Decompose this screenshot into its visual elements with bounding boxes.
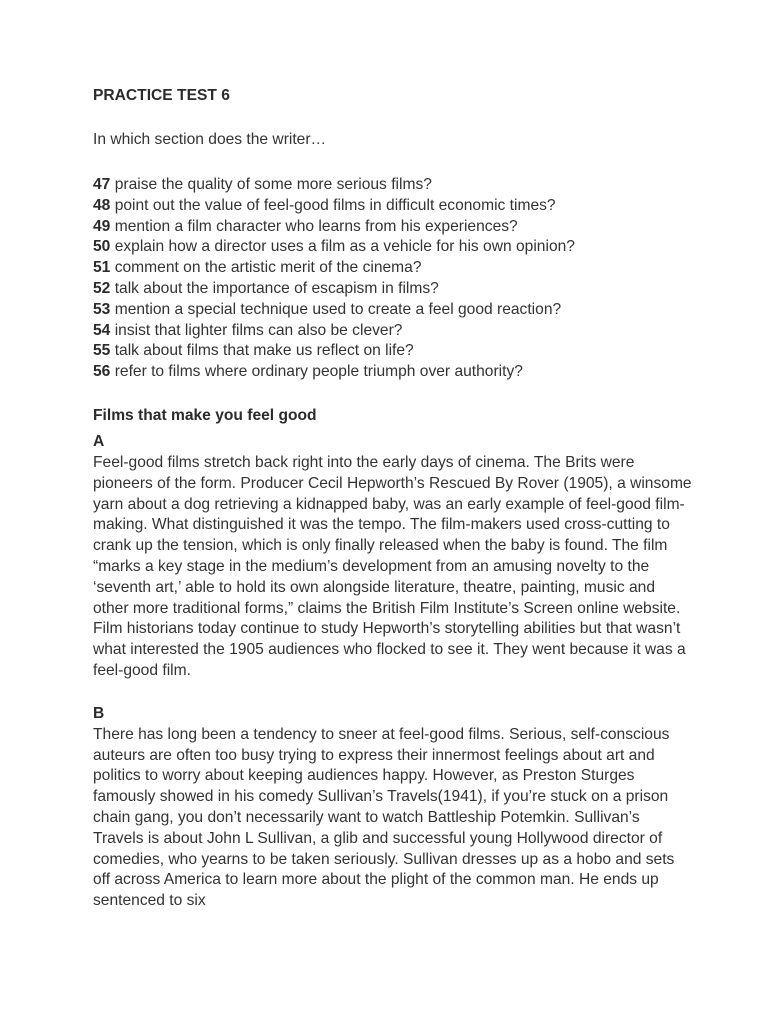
- section-letter-a: A: [93, 432, 105, 450]
- question-text: refer to films where ordinary people triumph over authority?: [114, 363, 523, 381]
- question-number: 47: [93, 176, 111, 193]
- question-number: 55: [93, 342, 111, 360]
- question-item: [93, 341, 693, 362]
- question-item: [93, 321, 693, 342]
- question-text: explain how a director uses a film as a vehicle for his own opinion?: [114, 238, 575, 256]
- section-text-a: Feel-good films stretch back right into the early days of cinema. The Brits were pioneers of the form. Producer Cecil Hepworth’s Rescued By Rover (1905), a winsome yarn about a dog retrieving a kidnapped baby, was an early example of feel-good film-making. What distinguished it was the tempo. The film-makers used cross-cutting to crank up the tension, which is only finally released when the baby is found. The film “marks a key stage in the medium’s development from an amusing novelty to the ‘seventh art,’ able to hold its own alongside literature, theatre, painting, music and other more traditional forms,” claims the British Film Institute’s Screen online website. Film historians today continue to study Hepworth’s storytelling abilities but that wasn’t what interested the 1905 audiences who flocked to see it. They went because it was a feel-good film.: [93, 453, 692, 679]
- question-number: 51: [93, 259, 111, 277]
- question-item: [93, 217, 693, 238]
- question-number: 56: [93, 363, 111, 381]
- question-item: [93, 196, 693, 217]
- question-item: [93, 362, 693, 383]
- document-page: [93, 86, 693, 912]
- question-text: mention a special technique used to create a feel good reaction?: [114, 300, 562, 318]
- question-number: 48: [93, 196, 111, 214]
- question-text: talk about films that make us reflect on life?: [114, 342, 414, 360]
- question-number: 52: [93, 279, 111, 297]
- question-text: comment on the artistic merit of the cinema?: [114, 259, 422, 277]
- question-text: talk about the importance of escapism in films?: [114, 279, 439, 297]
- question-number: 54: [93, 321, 111, 339]
- question-list: [93, 175, 693, 383]
- question-text: insist that lighter films can also be clever?: [114, 321, 403, 339]
- question-number: 49: [93, 217, 111, 235]
- question-item: [93, 237, 693, 258]
- question-text: point out the value of feel-good films in difficult economic times?: [114, 196, 556, 214]
- question-item: [93, 279, 693, 300]
- question-number: 50: [93, 238, 111, 256]
- page-title: PRACTICE TEST 6: [93, 87, 230, 104]
- article-title: Films that make you feel good: [93, 406, 317, 424]
- question-number: 53: [93, 300, 111, 318]
- question-item: [93, 300, 693, 321]
- section-text-b: There has long been a tendency to sneer at feel-good films. Serious, self-conscious auteurs are often too busy trying to express their innermost feelings about art and politics to worry about keeping audiences happy. However, as Preston Sturges famously showed in his comedy Sullivan’s Travels(1941), if you’re stuck on a prison chain gang, you don’t necessarily want to watch Battleship Potemkin. Sullivan’s Travels is about John L Sullivan, a glib and successful young Hollywood director of comedies, who yearns to be taken seriously. Sullivan dresses up as a hobo and sets off across America to learn more about the plight of the common man. He ends up sentenced to six: [93, 725, 675, 910]
- question-intro: In which section does the writer…: [93, 131, 327, 148]
- question-item: [93, 258, 693, 279]
- question-text: mention a film character who learns from his experiences?: [114, 217, 518, 235]
- question-item: [93, 175, 693, 196]
- section-letter-b: B: [93, 704, 105, 722]
- question-text: praise the quality of some more serious films?: [114, 176, 432, 193]
